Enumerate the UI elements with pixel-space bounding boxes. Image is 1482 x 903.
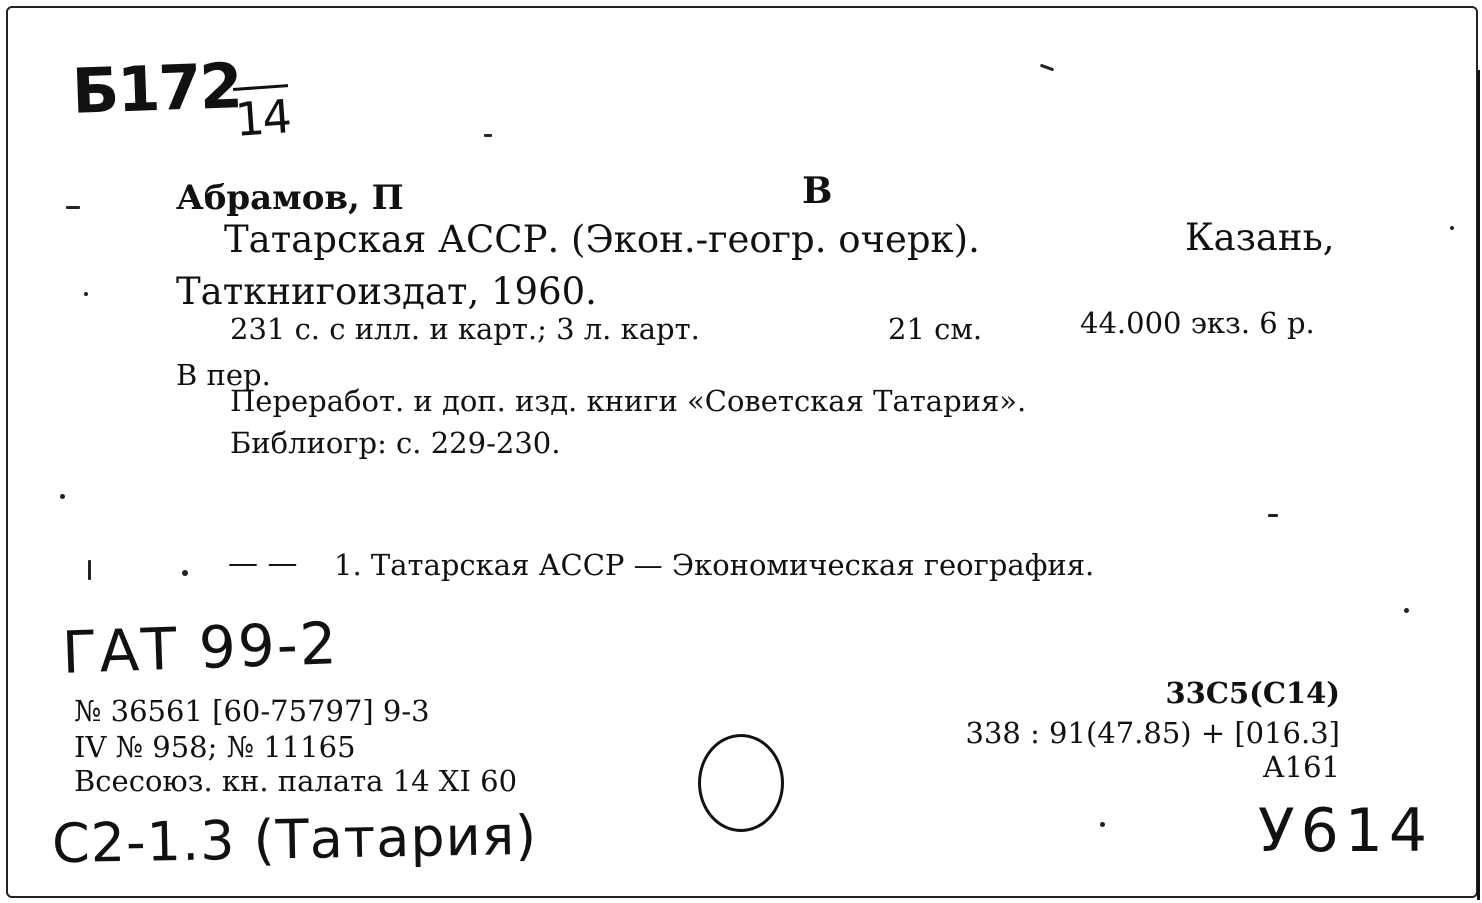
bibliography-note: Библиогр: с. 229-230. xyxy=(230,426,561,460)
title-line-1: Татарская АССР. (Экон.-геогр. очерк). xyxy=(224,218,980,261)
author-name: Абрамов, П xyxy=(176,178,404,218)
scan-speck xyxy=(1404,608,1409,613)
subject-dashes: — — xyxy=(228,546,298,581)
scan-speck xyxy=(66,206,80,209)
author-letter: В xyxy=(802,170,833,212)
publication-city: Казань, xyxy=(1185,216,1335,259)
subject-heading: 1. Татарская АССР — Экономическая география. xyxy=(334,548,1095,582)
binding-note: В пер. xyxy=(176,358,271,392)
scan-speck xyxy=(84,292,88,296)
card-edge-shadow xyxy=(1477,70,1480,900)
shelf-mark: Б172 xyxy=(70,49,242,128)
handwritten-gat-note: ГАТ 99-2 xyxy=(60,609,340,687)
classification-line-2: 338 : 91(47.85) + [016.3] xyxy=(965,716,1340,750)
scan-speck xyxy=(1100,822,1105,827)
card-punch-hole xyxy=(698,734,784,832)
book-size: 21 см. xyxy=(888,312,983,346)
registration-line-2: IV № 958; № 11165 xyxy=(74,730,356,764)
classification-line-3: А161 xyxy=(1262,750,1340,784)
registration-line-1: № 36561 [60-75797] 9-3 xyxy=(74,694,430,728)
classification-line-1: 33С5(С14) xyxy=(1165,676,1340,710)
handwritten-bottom-right: У614 xyxy=(1258,796,1434,866)
scan-speck xyxy=(60,494,65,499)
revision-note: Переработ. и доп. изд. книги «Советская Татария». xyxy=(230,384,1027,418)
scan-speck xyxy=(182,570,188,576)
scan-speck xyxy=(484,134,492,137)
handwritten-bottom-left: С2-1.3 (Татария) xyxy=(51,803,538,876)
copies-price: 44.000 экз. 6 р. xyxy=(1080,306,1315,340)
scan-speck xyxy=(1268,514,1278,517)
title-line-2: Таткнигоиздат, 1960. xyxy=(176,270,597,313)
shelf-mark-sub: 14 xyxy=(233,84,292,147)
scan-speck xyxy=(88,560,91,580)
registration-line-3: Всесоюз. кн. палата 14 XI 60 xyxy=(74,764,518,798)
physical-description: 231 с. с илл. и карт.; 3 л. карт. xyxy=(230,312,700,346)
scan-speck xyxy=(1450,226,1454,230)
